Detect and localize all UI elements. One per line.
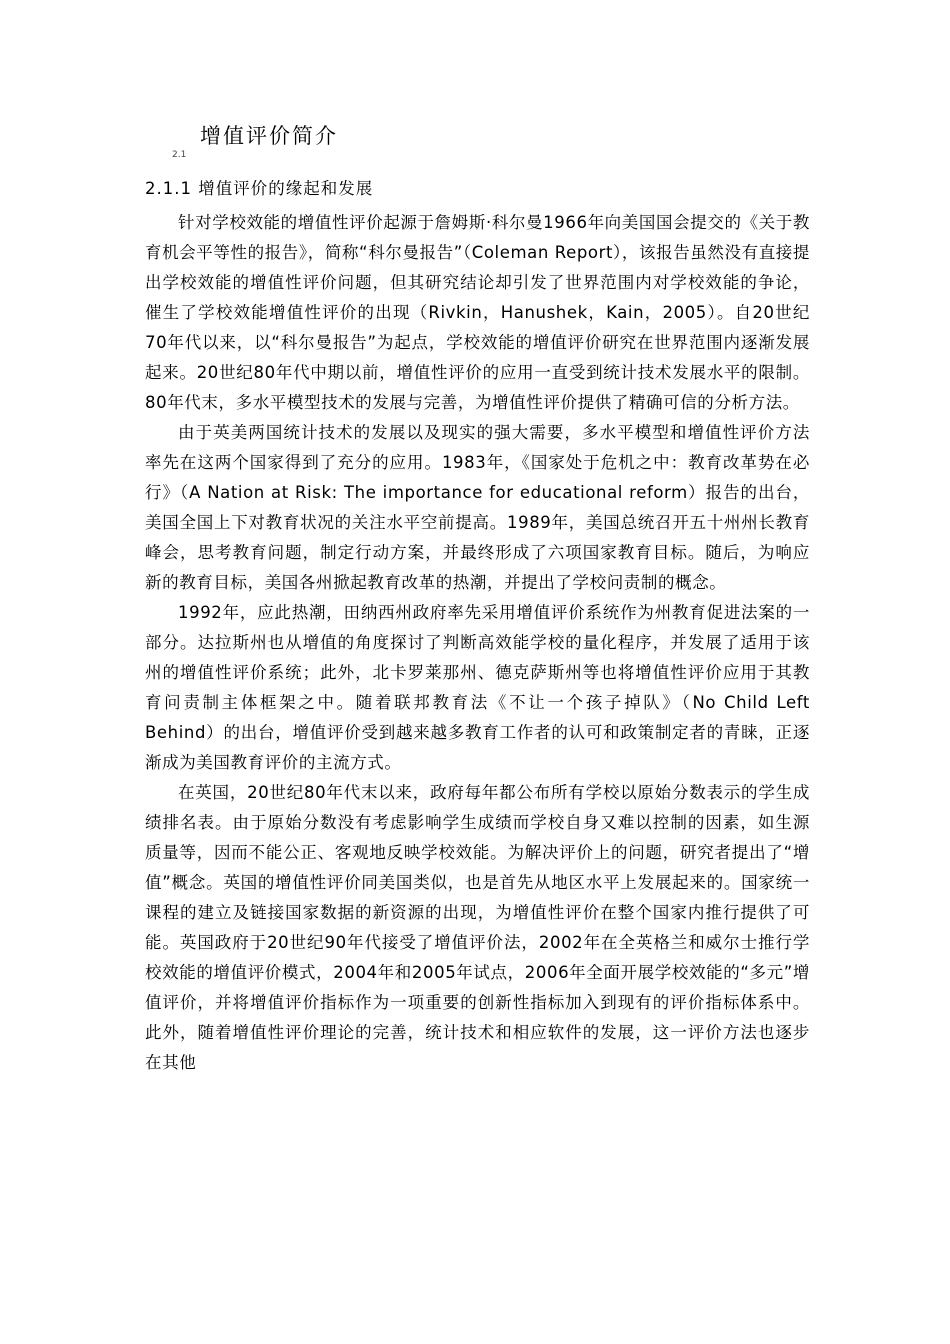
- section-title: 增值评价简介: [200, 124, 338, 148]
- paragraph: 1992年，应此热潮，田纳西州政府率先采用增值评价系统作为州教育促进法案的一部分。达拉斯州也从增值的角度探讨了判断高效能学校的量化程序，并发展了适用于该州的增值性评价系统；此外，北卡罗莱那州、德克萨斯州等也将增值性评价应用于其教育问责制主体框架之中。随着联邦教育法《不让一个孩子掉队》（No Child Left Behind）的出台，增值评价受到越来越多教育工作者的认可和政策制定者的青睐，正逐渐成为美国教育评价的主流方式。: [145, 603, 810, 772]
- subsection-title: 2.1.1 增值评价的缘起和发展: [145, 179, 374, 198]
- body-text: [145, 208, 810, 1078]
- paragraph: 在英国，20世纪80年代末以来，政府每年都公布所有学校以原始分数表示的学生成绩排名表。由于原始分数没有考虑影响学生成绩而学校自身又难以控制的因素，如生源质量等，因而不能公正、客观地反映学校效能。为解决评价上的问题，研究者提出了“增值”概念。英国的增值性评价同美国类似，也是首先从地区水平上发展起来的。国家统一课程的建立及链接国家数据的新资源的出现，为增值性评价在整个国家内推行提供了可能。英国政府于20世纪90年代接受了增值评价法，2002年在全英格兰和威尔士推行学校效能的增值评价模式，2004年和2005年试点，2006年全面开展学校效能的“多元”增值评价，并将增值评价指标作为一项重要的创新性指标加入到现有的评价指标体系中。此外，随着增值性评价理论的完善，统计技术和相应软件的发展，这一评价方法也逐步在其他: [145, 783, 810, 1072]
- paragraph: 针对学校效能的增值性评价起源于詹姆斯·科尔曼1966年向美国国会提交的《关于教育机会平等性的报告》，简称“科尔曼报告”（Coleman Report），该报告虽然没有直接提出学校效能的增值性评价问题，但其研究结论却引发了世界范围内对学校效能的争论，催生了学校效能增值性评价的出现（Rivkin，Hanushek，Kain，2005）。自20世纪70年代以来，以“科尔曼报告”为起点，学校效能的增值评价研究在世界范围内逐渐发展起来。20世纪80年代中期以前，增值性评价的应用一直受到统计技术发展水平的限制。80年代末，多水平模型技术的发展与完善，为增值性评价提供了精确可信的分析方法。: [145, 213, 810, 412]
- paragraph: 由于英美两国统计技术的发展以及现实的强大需要，多水平模型和增值性评价方法率先在这两个国家得到了充分的应用。1983年，《国家处于危机之中：教育改革势在必行》（A Nation at Risk: The importance for educational reform）报告的出台，美国全国上下对教育状况的关注水平空前提高。1989年，美国总统召开五十州州长教育峰会，思考教育问题，制定行动方案，并最终形成了六项国家教育目标。随后，为响应新的教育目标，美国各州掀起教育改革的热潮，并提出了学校问责制的概念。: [145, 423, 810, 592]
- section-number: 2.1: [172, 150, 187, 160]
